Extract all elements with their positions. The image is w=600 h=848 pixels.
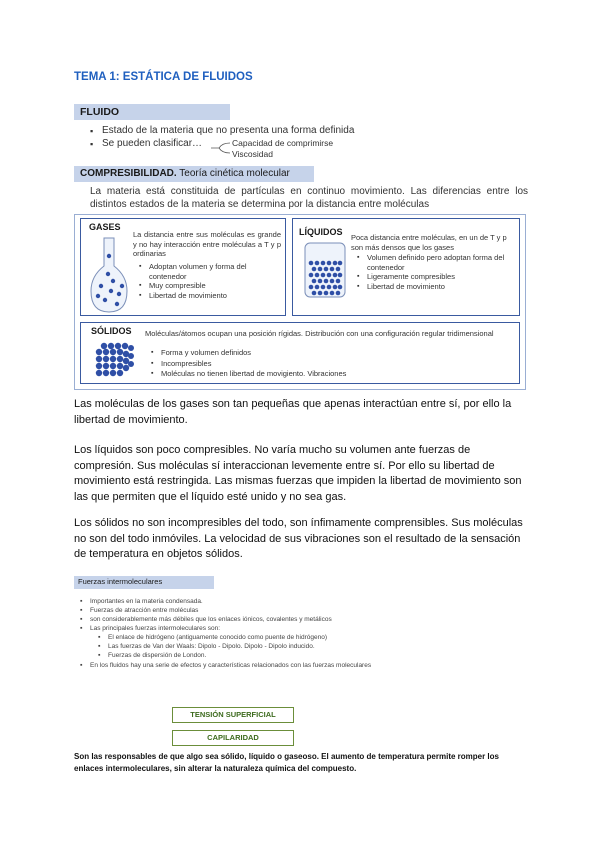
fluido-bullet-2: ▪ Se pueden clasificar… (88, 138, 488, 151)
fluido-bullet-1: ▪ Estado de la materia que no presenta una forma definida (88, 125, 488, 138)
liquidos-text: Poca distancia entre moléculas, en un de T y p son más densos que los gases (351, 233, 507, 252)
liquidos-list (357, 253, 515, 291)
fluido-branch-1: Capacidad de comprimirse (232, 138, 334, 148)
liquid-beaker-image (303, 241, 347, 299)
solidos-item-2: ▪ Incompresibles (151, 359, 511, 370)
fuerzas-last-item: ▪ En los fluidos hay una serie de efectos y características relacionados con las fuerzas moleculares (80, 661, 410, 670)
fluido-heading: FLUIDO (74, 104, 230, 120)
fuerzas-sublist (98, 633, 498, 660)
tension-superficial-box: TENSIÓN SUPERFICIAL (172, 707, 294, 723)
liquidos-item-1: ▪ Volumen definido pero adoptan forma del contenedor (357, 253, 515, 272)
gases-list (139, 262, 281, 300)
paragraph-liquidos: Los líquidos son poco compresibles. No varía mucho su volumen ante fuerzas de compresión. Sus moléculas sí interaccionan levemente entre sí. Por ello su libertad de movimiento está restringida. Las mismas fuerzas que impiden la libertad de movimiento son las que permiten que el líquido esté unido y no sea gas. (74, 444, 522, 503)
solidos-title: SÓLIDOS (91, 326, 132, 336)
gases-panel (80, 218, 286, 316)
solidos-item-1: ▪ Forma y volumen definidos (151, 348, 511, 359)
paragraph-gases: Las moléculas de los gases son tan pequeñas que apenas interactúan entre sí, por ello la libertad de movimiento. (74, 398, 512, 426)
liquidos-panel (292, 218, 520, 316)
fuerzas-subitem-3: ▪ Fuerzas de dispersión de London. (98, 651, 498, 660)
gas-flask-image (89, 236, 129, 314)
fuerzas-last-list (80, 661, 410, 670)
fuerzas-item-2: ▪ Fuerzas de atracción entre moléculas (80, 606, 500, 615)
clasificar-bracket (210, 139, 232, 159)
fluido-branch-2: Viscosidad (232, 149, 273, 159)
page-title: TEMA 1: ESTÁTICA DE FLUIDOS (74, 71, 253, 83)
solidos-panel (80, 322, 520, 384)
gases-title: GASES (89, 222, 121, 232)
fuerzas-item-4: ▪ Las principales fuerzas intermoleculares son: (80, 624, 500, 633)
fuerzas-item-3: ▪ son considerablemente más débiles que los enlaces iónicos, covalentes y metálicos (80, 615, 500, 624)
solidos-text: Moléculas/átomos ocupan una posición rígidas. Distribución con una configuración regular tridimensional (145, 329, 494, 338)
compresibilidad-heading (74, 166, 314, 182)
capilaridad-box: CAPILARIDAD (172, 730, 294, 746)
gases-item-3: ▪ Libertad de movimiento (139, 291, 281, 301)
fuerzas-subitem-2: ▪ Las fuerzas de Van der Waals: Dipolo - Dipolo. Dipolo - Dipolo inducido. (98, 642, 498, 651)
solidos-item-3: ▪ Moléculas no tienen libertad de movigiento. Vibraciones (151, 369, 511, 380)
gases-item-2: ▪ Muy compresible (139, 281, 281, 291)
liquidos-item-3: ▪ Libertad de movimiento (357, 282, 515, 292)
solid-cube-image (91, 338, 135, 382)
compresibilidad-intro: La materia está constituida de partículas en continuo movimiento. Las diferencias entre los distintos estados de la materia se determina por la distancia entre moléculas (90, 186, 528, 210)
fuerzas-heading: Fuerzas intermoleculares (74, 576, 214, 589)
gases-item-1: ▪ Adoptan volumen y forma del contenedor (139, 262, 281, 281)
liquidos-title: LÍQUIDOS (299, 227, 343, 237)
fuerzas-subitem-1: ▪ El enlace de hidrógeno (antiguamente conocido como puente de hidrógeno) (98, 633, 498, 642)
gases-text: La distancia entre sus moléculas es grande y no hay interacción entre moléculas a T y p ordinarias (133, 230, 281, 258)
fuerzas-list (80, 597, 500, 633)
paragraph-solidos: Los sólidos no son incompresibles del todo, son ínfimamente comprensibles. Sus moléculas no son del todo inmóviles. La velocidad de sus vibraciones son el resultado de la sensación de temperatura en objetos sólidos. (74, 517, 523, 560)
compresibilidad-heading-bold: COMPRESIBILIDAD. (80, 168, 177, 179)
solidos-list (151, 348, 511, 380)
fuerzas-item-1: ▪ Importantes en la materia condensada. (80, 597, 500, 606)
compresibilidad-heading-rest: Teoría cinética molecular (176, 168, 290, 179)
liquidos-item-2: ▪ Ligeramente compresibles (357, 272, 515, 282)
fuerzas-closing: Son las responsables de que algo sea sólido, líquido o gaseoso. El aumento de temperatura permite romper los enlaces intermoleculares, sin alterar la naturaleza química del compuesto. (74, 752, 499, 773)
